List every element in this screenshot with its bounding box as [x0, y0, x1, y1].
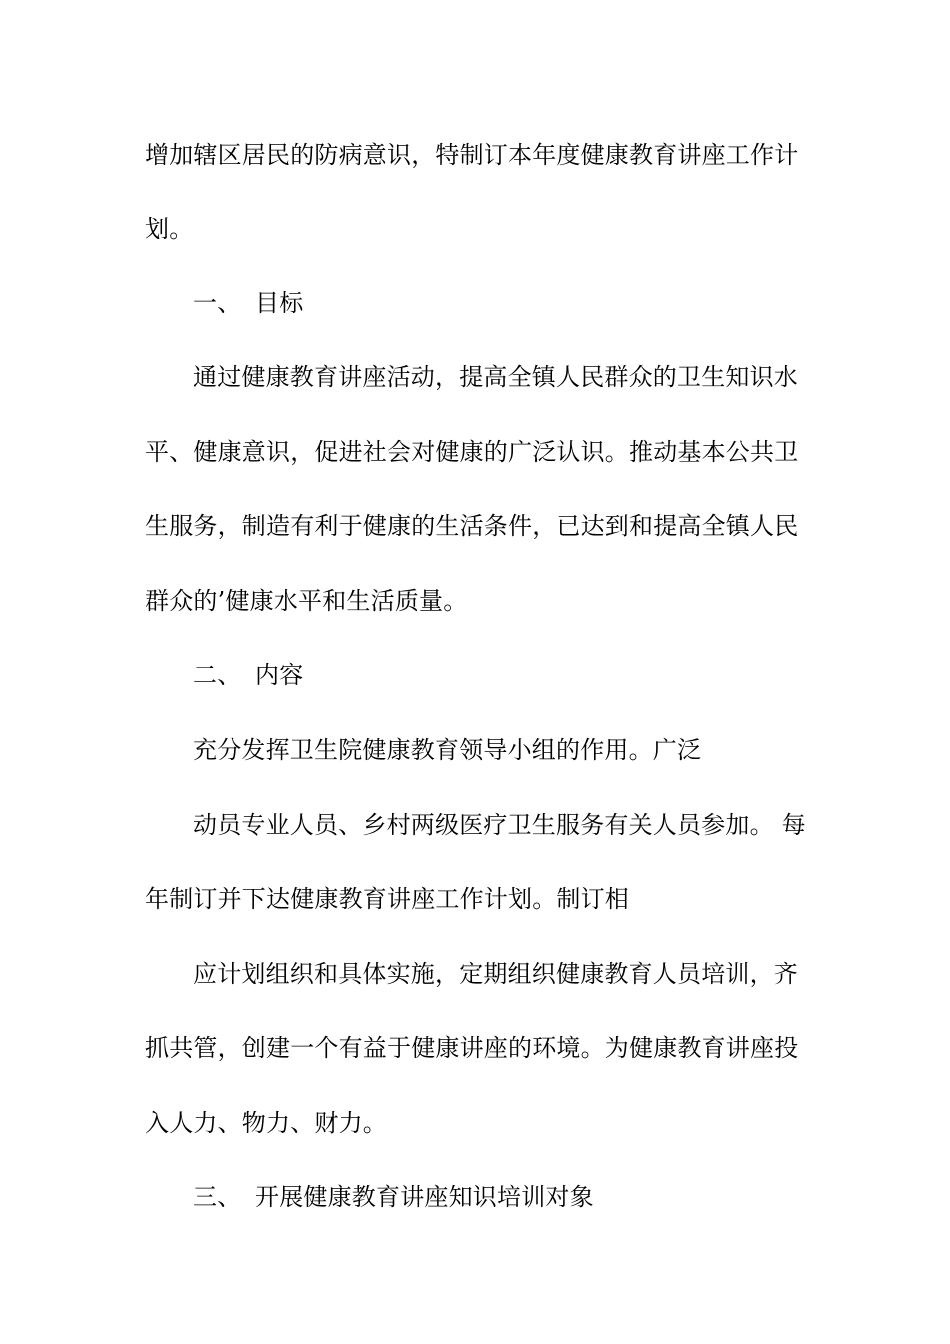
section-heading-3: [193, 1182, 858, 1212]
paragraph-line: 充分发挥卫生院健康教育领导小组的作用。广泛: [193, 736, 702, 764]
paragraph-line: 动员专业人员、乡村两级医疗卫生服务有关人员参加。 每: [193, 811, 806, 839]
section-heading-1: [193, 288, 858, 318]
paragraph-line: 增加辖区居民的防病意识，特制订本年度健康教育讲座工作计: [145, 141, 799, 169]
paragraph-line: 群众的’健康水平和生活质量。: [145, 587, 468, 615]
paragraph-line: 划。: [145, 215, 194, 243]
paragraph-line: 应计划组织和具体实施，定期组织健康教育人员培训，齐: [193, 960, 798, 988]
paragraph-line: 入人力、物力、财力。: [145, 1109, 387, 1137]
paragraph-line: 生服务，制造有利于健康的生活条件，已达到和提高全镇人民: [145, 512, 799, 540]
section-title: 目标: [255, 289, 304, 317]
section-number: 一、: [193, 289, 242, 317]
section-heading-2: [193, 660, 858, 690]
paragraph-line: 年制订并下达健康教育讲座工作计划。制订相: [145, 885, 629, 913]
section-title: 内容: [255, 661, 304, 689]
section-title: 开展健康教育讲座知识培训对象: [255, 1183, 594, 1211]
section-number: 二、: [193, 661, 242, 689]
paragraph-line: 平、健康意识，促进社会对健康的广泛认识。推动基本公共卫: [145, 438, 799, 466]
paragraph-line: 抓共管，创建一个有益于健康讲座的环境。为健康教育讲座投: [145, 1034, 799, 1062]
section-number: 三、: [193, 1183, 242, 1211]
paragraph-line: 通过健康教育讲座活动，提高全镇人民群众的卫生知识水: [193, 363, 798, 391]
